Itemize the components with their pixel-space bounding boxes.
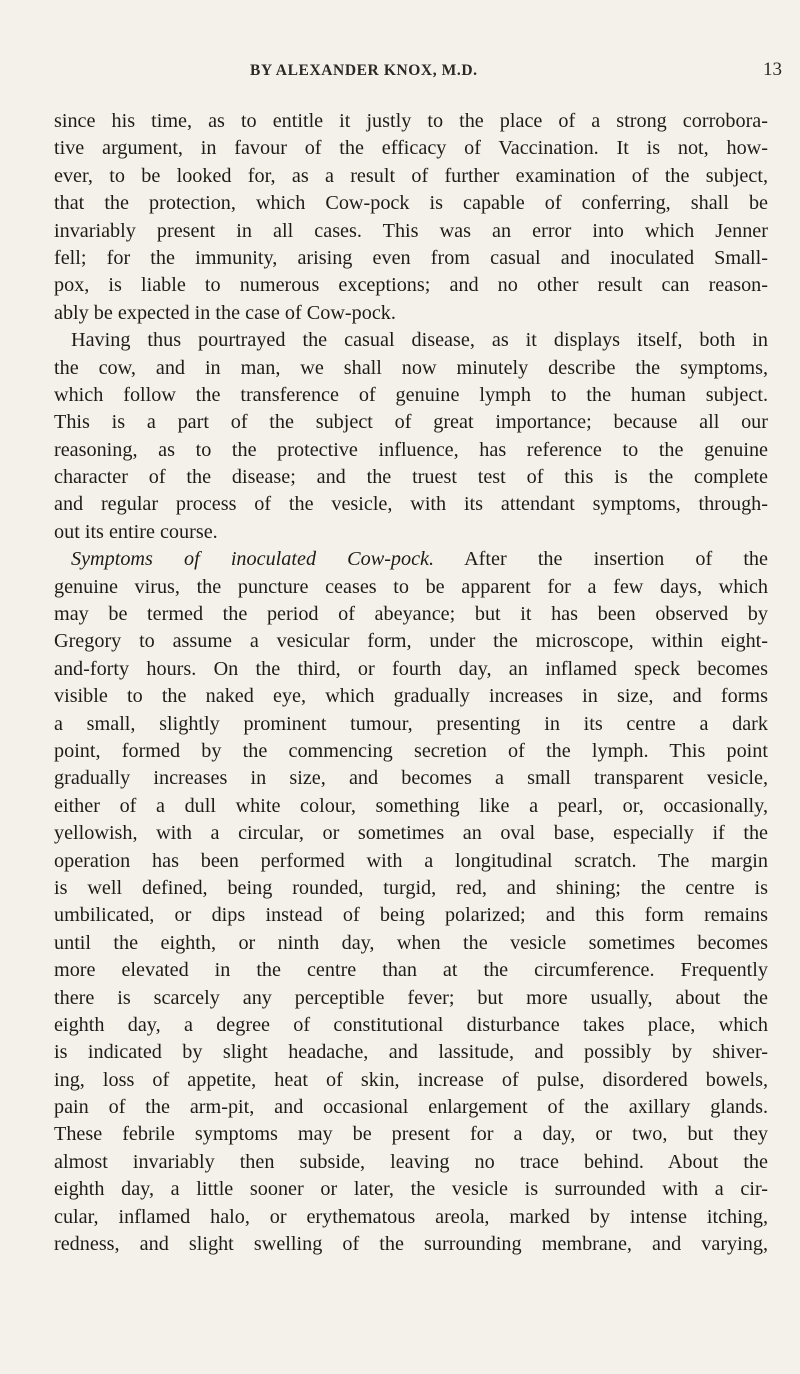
text-line: umbilicated, or dips instead of being polarized; and this form remains [54, 904, 768, 927]
text-line: is well defined, being rounded, turgid, red, and shining; the centre is [54, 876, 768, 899]
text-line: ably be expected in the case of Cow-pock. [54, 301, 396, 324]
text-line: ever, to be looked for, as a result of further examination of the subject, [54, 164, 768, 187]
text-line: yellowish, with a circular, or sometimes an oval base, especially if the [54, 822, 768, 845]
text-line: until the eighth, or ninth day, when the vesicle sometimes becomes [54, 931, 768, 954]
text-line: redness, and slight swelling of the surrounding membrane, and varying, [54, 1233, 768, 1256]
text-line: pain of the arm-pit, and occasional enlargement of the axillary glands. [54, 1096, 768, 1119]
text-line: reasoning, as to the protective influence, has reference to the genuine [54, 438, 768, 461]
text-line: This is a part of the subject of great importance; because all our [54, 411, 768, 434]
text-line: out its entire course. [54, 520, 218, 543]
text-line: may be termed the period of abeyance; but it has been observed by [54, 603, 768, 626]
section-heading: Symptoms of inoculated Cow-pock. [71, 548, 435, 571]
text-line: visible to the naked eye, which gradually increases in size, and forms [54, 685, 768, 708]
text-line: Gregory to assume a vesicular form, under the microscope, within eight- [54, 630, 768, 653]
text-line: almost invariably then subside, leaving no trace behind. About the [54, 1150, 768, 1173]
text-line: is indicated by slight headache, and lassitude, and possibly by shiver- [54, 1041, 768, 1064]
body-text [54, 108, 768, 1258]
text-line: ing, loss of appetite, heat of skin, increase of pulse, disordered bowels, [54, 1068, 768, 1091]
text-line: the cow, and in man, we shall now minutely describe the symptoms, [54, 356, 768, 379]
text-line: gradually increases in size, and becomes a small transparent vesicle, [54, 767, 768, 790]
section-lead-line [54, 546, 768, 573]
running-head [0, 59, 800, 86]
text-line: character of the disease; and the truest test of this is the complete [54, 466, 768, 489]
text-line: more elevated in the centre than at the circumference. Frequently [54, 959, 768, 982]
page-number: 13 [763, 59, 782, 80]
text-line: operation has been performed with a longitudinal scratch. The margin [54, 849, 768, 872]
text-line: either of a dull white colour, something like a pearl, or, occasionally, [54, 794, 768, 817]
text-line: and regular process of the vesicle, with its attendant symptoms, through- [54, 493, 768, 516]
text-line: since his time, as to entitle it justly to the place of a strong corrobora- [54, 110, 768, 132]
text-line: Having thus pourtrayed the casual disease, as it displays itself, both in [71, 329, 768, 352]
running-title: BY ALEXANDER KNOX, M.D. [250, 62, 478, 79]
text-line: point, formed by the commencing secretion of the lymph. This point [54, 739, 768, 762]
text-line: that the protection, which Cow-pock is capable of conferring, shall be [54, 192, 768, 215]
text-line: eighth day, a little sooner or later, the vesicle is surrounded with a cir- [54, 1178, 768, 1201]
text-line: fell; for the immunity, arising even from casual and inoculated Small- [54, 246, 768, 269]
text-line: which follow the transference of genuine lymph to the human subject. [54, 383, 768, 406]
text-line: a small, slightly prominent tumour, presenting in its centre a dark [54, 712, 768, 735]
text-line: there is scarcely any perceptible fever; but more usually, about the [54, 986, 768, 1009]
text-line: tive argument, in favour of the efficacy of Vaccination. It is not, how- [54, 137, 768, 160]
text-line: pox, is liable to numerous exceptions; and no other result can reason- [54, 274, 768, 297]
text-line: invariably present in all cases. This was an error into which Jenner [54, 219, 768, 242]
text-line: These febrile symptoms may be present for a day, or two, but they [54, 1123, 768, 1146]
text-line: and-forty hours. On the third, or fourth day, an inflamed speck becomes [54, 657, 768, 680]
text-line: eighth day, a degree of constitutional disturbance takes place, which [54, 1013, 768, 1036]
text-line: genuine virus, the puncture ceases to be apparent for a few days, which [54, 575, 768, 598]
text-line: cular, inflamed halo, or erythematous areola, marked by intense itching, [54, 1205, 768, 1228]
text-line: After the insertion of the [434, 548, 768, 571]
